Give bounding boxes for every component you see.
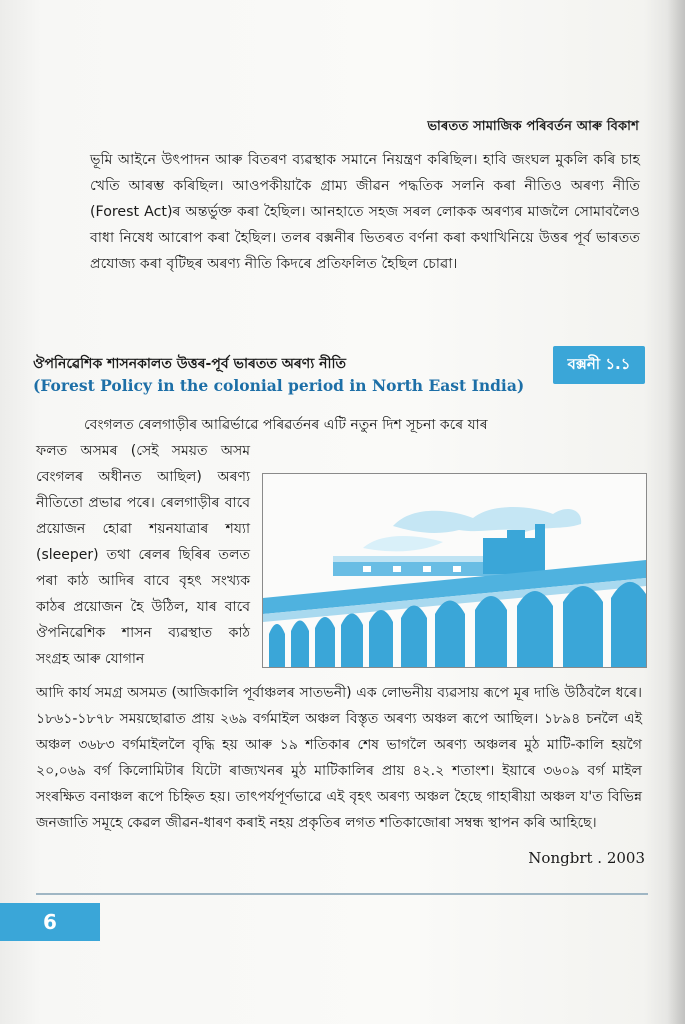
- box-paragraph-continued: আদি কাৰ্য সমগ্ৰ অসমত (আজিকালি পূৰ্বাঞ্চলৰ সাতভনী) এক লোভনীয় ব্যৱসায় ৰূপে মূৰ দাঙি উঠিবলৈ ধৰে। ১৮৬১-১৮৭৮ সময়ছোৱাত প্ৰায় ২৬৯ বৰ্গমাইল অঞ্চল বিস্তৃত অৰণ্য অঞ্চল ৰূপে আছিল। ১৮৯৪ চনলৈ এই অঞ্চল ৩৬৮৩ বৰ্গমাইললৈ বৃদ্ধি হয় আৰু ১৯ শতিকাৰ শেষ ভাগলৈ অৰণ্য অঞ্চলৰ মুঠ মাটি-কালি হয়গৈ ২০,০৬৯ বৰ্গ কিলোমিটাৰ যিটো ৰাজ্যখনৰ মুঠ মাটিকালিৰ প্ৰায় ৪২.২ শতাংশ। ইয়াৰে ৩৬০৯ বৰ্গ মাইল সংৰক্ষিত বনাঞ্চল ৰূপে চিহ্নিত হয়। তাৎপৰ্যপূৰ্ণভাৱে এই বৃহৎ অৰণ্য অঞ্চল হৈছে গাহাৰীয়া অঞ্চল য'ত বিভিন্ন জনজাতি সমূহে কেৱল জীৱন-ধাৰণ কৰাই নহয় প্ৰকৃতিৰ লগত শতিকাজোৰা সম্বন্ধ স্থাপন কৰি আহিছে।: [36, 685, 642, 831]
- train-on-bridge-icon: [263, 474, 646, 667]
- box-paragraph-first-line-text: বেংগলত ৰেলগাড়ীৰ আৱিৰ্ভাৱে পৰিৱৰ্তনৰ এটি নতুন দিশ সূচনা কৰে যাৰ: [84, 417, 488, 433]
- box-number-badge: বক্সনী ১.১: [553, 346, 645, 384]
- citation: Nongbrt . 2003: [528, 849, 645, 867]
- railway-viaduct-illustration: [262, 473, 647, 668]
- box-bottom-rule: [36, 893, 648, 895]
- intro-paragraph: ভূমি আইনে উৎপাদন আৰু বিতৰণ ব্যৱস্থাক সমানে নিয়ন্ত্ৰণ কৰিছিল। হাবি জংঘল মুকলি কৰি চাহ খেতি আৰম্ভ কৰিছিল। আওপকীয়াকৈ গ্ৰাম্য জীৱন পদ্ধতিক সলনি কৰা নীতিও অৰণ্য নীতি (Forest Act)ৰ অন্তৰ্ভুক্ত কৰা হৈছিল। আনহাতে সহজ সৰল লোকক অৰণ্যৰ মাজলৈ সোমাবলৈও বাধা নিষেধ আৰোপ কৰা হৈছিল। তলৰ বক্সনীৰ ভিতৰত বৰ্ণনা কৰা কথাখিনিয়ে উত্তৰ পূৰ্ব ভাৰতত প্ৰযোজ্য কৰা বৃটিছৰ অৰণ্য নীতি কিদৰে প্ৰতিফলিত হৈছিল চোৱা।: [90, 152, 640, 272]
- box-title-english: (Forest Policy in the colonial period in North East India): [33, 376, 525, 395]
- box-title-assamese: ঔপনিৱেশিক শাসনকালত উত্তৰ-পূৰ্ব ভাৰতত অৰণ্য নীতি: [33, 356, 347, 372]
- box-paragraph-left-column: ফলত অসমৰ (সেই সময়ত অসম বেংগলৰ অধীনত আছিল) অৰণ্য নীতিতো প্ৰভাৱ পৰে। ৰেলগাড়ীৰ বাবে প্ৰয়োজন হোৱা শয়নযাত্ৰাৰ শয্যা (sleeper) তথা ৰেলৰ ছিৰিৰ তলত পৰা কাঠ আদিৰ বাবে বৃহৎ সংখ্যক কাঠৰ প্ৰয়োজন হৈ উঠিল, যাৰ বাবে ঔপনিৱেশিক শাসন ব্যৱস্থাত কাঠ সংগ্ৰহ আৰু যোগান: [36, 443, 250, 667]
- page-number: 6: [0, 903, 100, 941]
- box-paragraph-first-line: [36, 412, 640, 438]
- page-edge-shadow: [667, 0, 685, 1024]
- running-header: ভাৰতত সামাজিক পৰিবৰ্তন আৰু বিকাশ: [427, 119, 639, 134]
